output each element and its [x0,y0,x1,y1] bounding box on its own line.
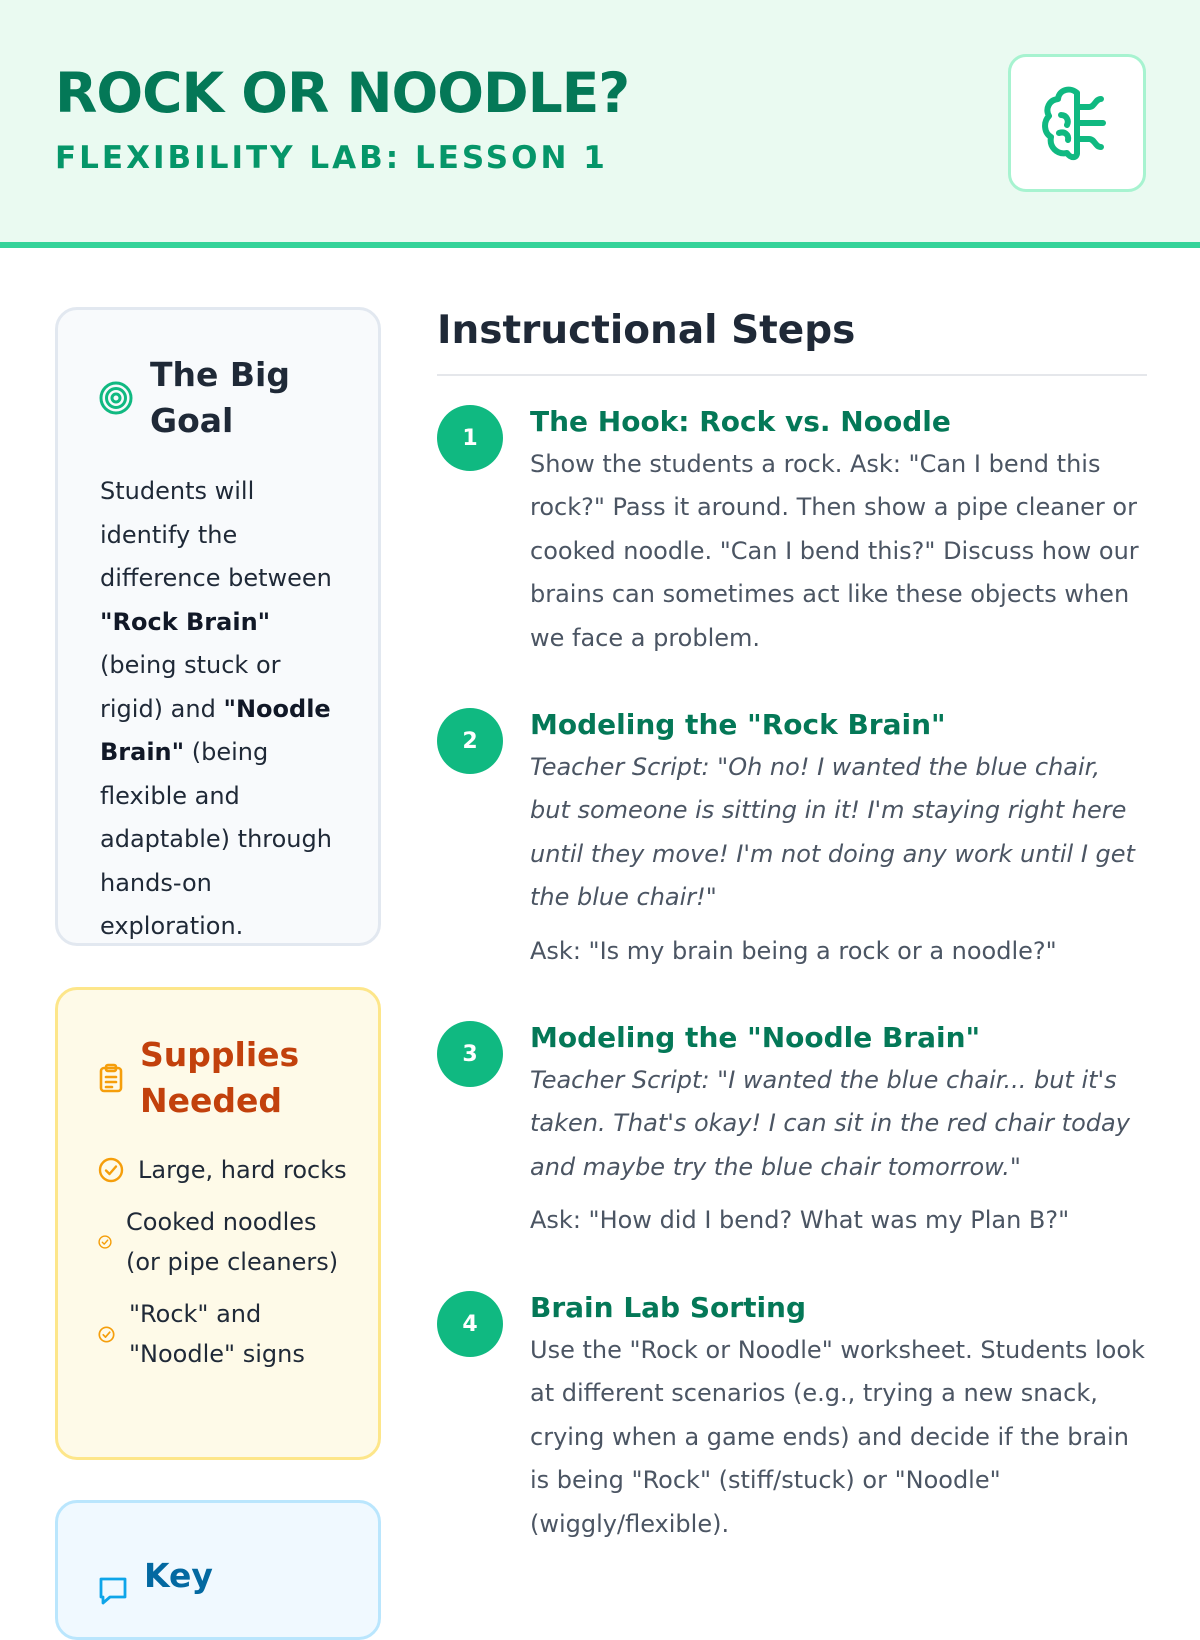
key-card [55,1500,381,1640]
step-body [530,708,1147,973]
step-number-badge: 1 [437,405,503,471]
step-question: Ask: "Is my brain being a rock or a noodle?" [530,936,1057,965]
target-icon [98,380,134,416]
big-goal-header [98,352,310,444]
page-subtitle: FLEXIBILITY LAB: LESSON 1 [55,140,608,176]
check-circle-icon [98,1157,124,1183]
key-title: Key [144,1556,213,1595]
brain-icon [1041,85,1113,161]
step-body [530,405,1147,660]
supply-item: "Rock" and "Noodle" signs [98,1294,358,1374]
step-title: Modeling the "Rock Brain" [530,708,946,741]
section-divider [437,374,1147,376]
supplies-header [98,1032,320,1124]
step-title: Modeling the "Noodle Brain" [530,1021,981,1054]
lesson-header [0,0,1200,248]
teacher-script: Teacher Script: "Oh no! I wanted the blue chair, but someone is sitting in it! I'm staying right here until they move! I'm not doing any work until I get the blue chair!" [530,752,1135,912]
page-title: ROCK OR NOODLE? [55,61,630,125]
logo-badge [1008,54,1146,192]
check-circle-icon [98,1326,115,1343]
step-title: Brain Lab Sorting [530,1291,807,1324]
supply-item: Large, hard rocks [98,1150,358,1190]
chat-icon [98,1545,128,1607]
check-circle-icon [98,1235,112,1249]
step-number-badge: 4 [437,1291,503,1357]
supply-item: Cooked noodles (or pipe cleaners) [98,1202,358,1282]
step-title: The Hook: Rock vs. Noodle [530,405,951,438]
teacher-script: Teacher Script: "I wanted the blue chair... but it's taken. That's okay! I can sit in the red chair today and maybe try the blue chair tomorrow." [530,1065,1130,1181]
step-body [530,1021,1147,1243]
big-goal-card [55,307,381,946]
step-number-badge: 3 [437,1021,503,1087]
rock-brain-term: "Rock Brain" [100,607,271,636]
supplies-list [98,1150,358,1386]
clipboard-icon [98,1063,124,1093]
big-goal-title: The Big Goal [150,355,290,440]
step-text: Show the students a rock. Ask: "Can I bend this rock?" Pass it around. Then show a pipe cleaner or cooked noodle. "Can I bend this?" Discuss how our brains can sometimes act like these objects when we face a problem. [530,449,1139,652]
supplies-card [55,987,381,1460]
instructional-steps-heading: Instructional Steps [437,308,856,353]
key-header [98,1545,213,1607]
step-question: Ask: "How did I bend? What was my Plan B?" [530,1206,1070,1235]
step-number-badge: 2 [437,708,503,774]
noodle-brain-term: "Noodle Brain" [100,694,331,766]
big-goal-text: Students will identify the difference between "Rock Brain" (being stuck or rigid) and "Noodle Brain" (being flexible and adaptable) through hands-on exploration. [100,477,332,940]
step-body [530,1291,1147,1546]
supplies-title: Supplies Needed [140,1035,300,1120]
step-text: Use the "Rock or Noodle" worksheet. Students look at different scenarios (e.g., trying a new snack, crying when a game ends) and decide if the brain is being "Rock" (stiff/stuck) or "Noodle" (wiggly/flexible). [530,1335,1145,1538]
